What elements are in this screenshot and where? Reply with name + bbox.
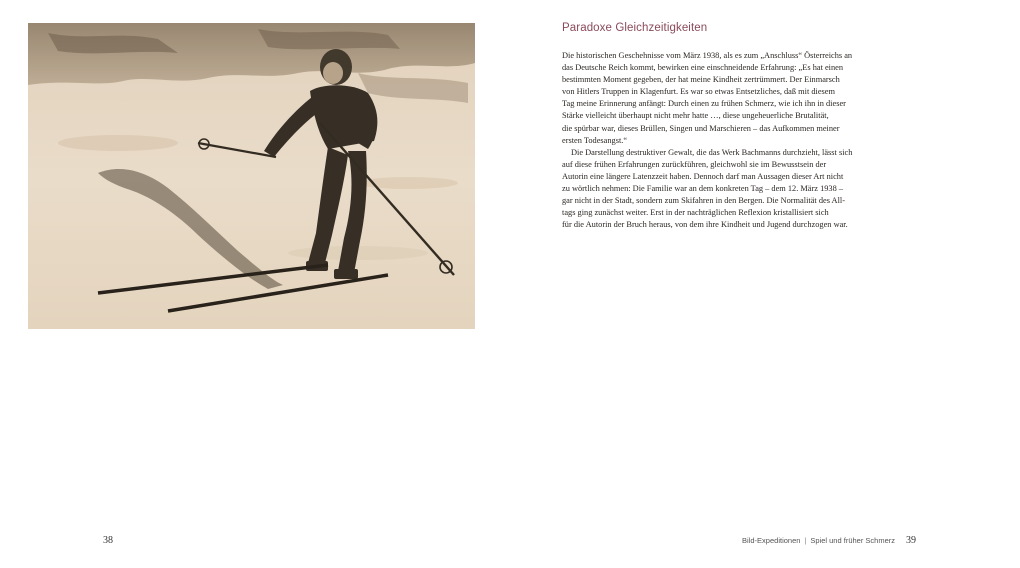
body-text xyxy=(562,50,897,231)
running-head-chapter: Spiel und früher Schmerz xyxy=(810,536,895,545)
page-number-left: 38 xyxy=(103,535,113,546)
paragraph-1-line: das Deutsche Reich kommt, bewirken eine einschneidende Erfahrung: „Es hat einen xyxy=(562,63,844,73)
paragraph-1-line: Tag meine Erinnerung anfängt: Durch einen zu frühen Schmerz, wie ich ihn in dieser xyxy=(562,99,846,109)
running-head xyxy=(742,536,895,545)
paragraph-2-line: gar nicht in der Stadt, sondern zum Skifahren in den Bergen. Die Normalität des All- xyxy=(562,196,846,206)
paragraph-1-line: die spürbar war, dieses Brüllen, Singen und Marschieren – das Aufkommen meiner xyxy=(562,123,840,133)
paragraph-1-line: Die historischen Geschehnisse vom März 1938, als es zum „Anschluss“ Österreichs an xyxy=(562,51,853,60)
paragraph-1-line: Stärke vielleicht überhaupt nicht mehr hatte …, diese ungeheuerliche Brutalität, xyxy=(562,111,829,121)
paragraph-1-line: von Hitlers Truppen in Klagenfurt. Es war so etwas Entsetzliches, daß mit diesem xyxy=(562,87,835,97)
paragraph-2-line: Die Darstellung destruktiver Gewalt, die das Werk Bachmanns durchzieht, lässt sich xyxy=(571,147,853,157)
paragraph-2-line: zu wörtlich nehmen: Die Familie war an dem konkreten Tag – dem 12. März 1938 – xyxy=(562,184,844,194)
paragraph-2-line: tags ging zunächst weiter. Erst in der nachträglichen Reflexion kristallisiert sich xyxy=(562,208,829,218)
paragraph-2-line: auf diese frühen Erfahrungen zurückführen, gleichwohl sie im Bewusstsein der xyxy=(562,159,827,169)
paragraph-2-line: Autorin eine längere Latenzzeit haben. Dennoch darf man Aussagen dieser Art nicht xyxy=(562,171,844,181)
skier-photograph xyxy=(28,23,475,329)
running-head-book: Bild-Expeditionen xyxy=(742,536,801,545)
paragraph-1-line: ersten Todesangst.“ xyxy=(562,135,628,145)
running-head-separator: | xyxy=(804,536,807,545)
paragraph-1-line: bestimmten Moment gegeben, der hat meine Kindheit zertrümmert. Der Einmarsch xyxy=(562,75,840,85)
section-title: Paradoxe Gleichzeitigkeiten xyxy=(562,22,708,34)
page-number-right: 39 xyxy=(906,535,916,546)
paragraph-2-line: für die Autorin der Bruch heraus, von dem ihre Kindheit und Jugend durchzogen war. xyxy=(562,220,848,230)
